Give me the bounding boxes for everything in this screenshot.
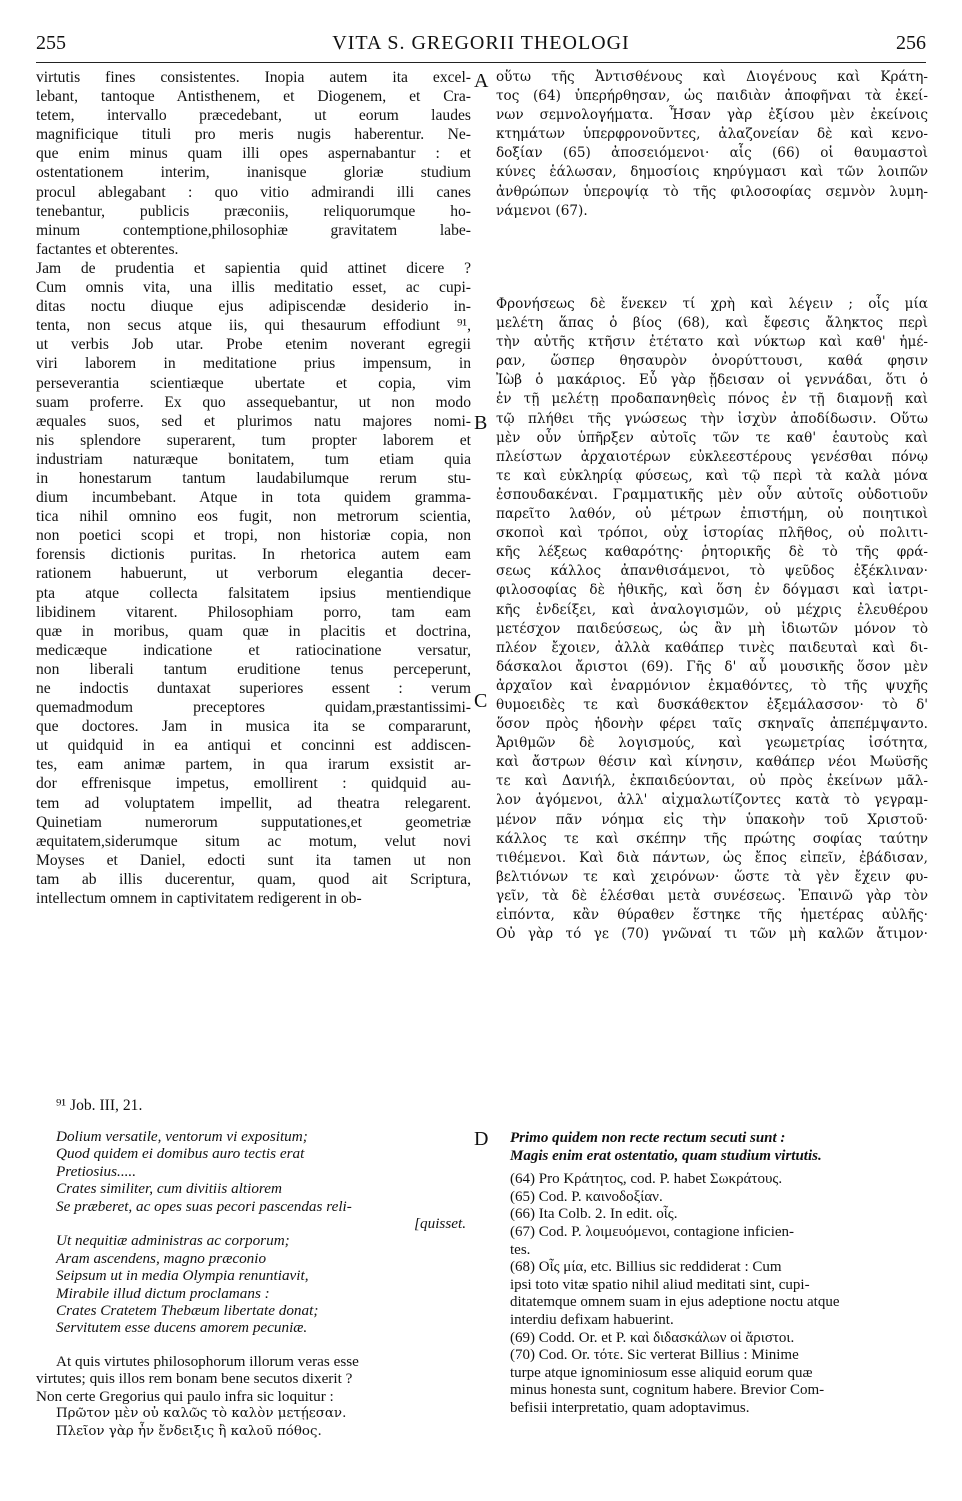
latin-line: pta atque collecta falsitatem ipsius mentiendique [36, 584, 471, 602]
greek-line: πλείστων ἀρχαιοτέρων εὐκλεεστέρους γενέσθαι πόνῳ [496, 448, 928, 465]
latin-line: minum contemptione,philosophiæ gravitatem labe- [36, 221, 471, 239]
greek-line: σκοποὶ καὶ τρόποι, οὐχ ἱστορίας πλῆθος, οὐ πολιτι- [496, 525, 928, 542]
greek-line: θυμοειδὲς τε καὶ δυσκάθεκτον ἐξεμάλασσον· τὸ δ' [496, 696, 928, 713]
verse-line: [quisset. [414, 1215, 466, 1233]
note-line: interdiu defixam habuerint. [510, 1311, 674, 1328]
footnote-91: ⁹¹ Job. III, 21. [56, 1097, 143, 1114]
latin-line: forensis dictionis puritas. In rhetorica autem eam [36, 546, 471, 564]
greek-line: ἐν τῇ μελέτῃ προδαπανηθεὶς πόνος ἐν τῇ διαμονῇ καὶ [496, 391, 928, 408]
greek-line: τε καὶ Δανιήλ, ἐκπαιδεύονται, οὐ πρὸς ἐκείνων μᾶλ- [496, 773, 928, 790]
greek-line: μελέτη ἅπας ὁ βίος (68), καὶ ἔφεσις ἄληκτος περὶ [496, 315, 928, 332]
greek-line: ἐσπουδακέναι. Γραμματικῆς μὲν οὖν αὐτοῖς οὐδοτιοῦν [496, 486, 928, 503]
latin-line: tenta, non secus atque iis, qui thesaurum effodiunt ⁹¹, [36, 317, 471, 335]
latin-line: medicæque indicatione et ratiocinatione versatur, [36, 641, 471, 659]
verse-line: Quod quidem ei domibus auro tectis erat [56, 1145, 305, 1163]
latin-line: ut quidquid in ea antiqui et concinni est addiscen- [36, 737, 471, 755]
greek-line: νάμενοι (67). [496, 202, 588, 219]
greek-line: εἰπόντα, κἂν θύραθεν ἕστηκε τῆς ἡμετέρας αὐλῆς· [496, 907, 928, 923]
verse-translation [56, 1128, 476, 1337]
note-line: (67) Cod. P. λοιμευόμενοι, contagione inficien- [510, 1223, 795, 1240]
latin-line: æquitatem,siderumque situm ac motum, velut novi [36, 832, 471, 850]
greek-line: κῆς λέξεως καθαρότης· ῥητορικῆς δὲ τὸ τῆς φρά- [496, 544, 928, 561]
page-header [36, 32, 926, 63]
section-marker-b: B [474, 412, 488, 434]
latin-line: virtutis fines consistentes. Inopia autem ita excel- [36, 69, 471, 86]
note-line: befisii interpretatio, quam adoptavimus. [510, 1399, 750, 1416]
latin-line: Moyses et Daniel, edocti sunt ita tamen ut non [36, 851, 471, 869]
latin-line: viri laborem in meditatione prius impensum, in [36, 355, 471, 373]
latin-line: magnificique tituli pro meris nugis haberentur. Ne- [36, 126, 471, 144]
greek-line: καὶ ἄστρων θέσιν καὶ κίνησιν, καθάπερ νέοι Μωϋσῆς [496, 754, 928, 771]
latin-line: intellectum omnem in captivitatem redigerent in ob- [36, 890, 362, 908]
latin-line: factantes et obterentes. [36, 240, 179, 258]
note-line: (70) Cod. Or. τότε. Sic verterat Billius : Minime [510, 1347, 799, 1364]
greek-line: δάσκαλοι ἄριστοι (69). Γῆς δ' αὖ μουσικῆς ὅσον μὲν [496, 658, 928, 675]
verse-line: Mirabile illud dictum proclamans : [56, 1284, 270, 1302]
tail-line: Non certe Gregorius qui paulo infra sic loquitur : [36, 1387, 334, 1405]
latin-line: tem ad voluptatem impellit, ad theatra relegarent. [36, 794, 471, 812]
note-line: ipsi toto vitæ spatio nihil aliud meditati sint, cupi- [510, 1276, 810, 1293]
latin-line: tam ab illis ducerentur, quam, quod ait Scriptura, [36, 870, 471, 888]
latin-line: perseverantia scientiæque ubertate et copia, vim [36, 374, 471, 392]
greek-line: τὴν αὐτῆς κτῆσιν ἐτέτατο καὶ νύκτωρ καὶ καθ' ἡμέ- [496, 334, 928, 351]
greek-line: δοξίαν (65) ἀποσειόμενοι· αἷς (66) οἱ θαυμαστοὶ [496, 145, 928, 162]
latin-line: dor effrenisque impetus, emollirent : quidquid au- [36, 775, 471, 793]
greek-line: κτημάτων ὑπερφρονοῦντες, ἀλαζονείαν δὲ καὶ κενο- [496, 126, 928, 143]
latin-line: tetem, intervallo præcedebant, ut eorum laudes [36, 107, 471, 125]
verse-line: Dolium versatile, ventorum vi expositum; [56, 1128, 308, 1145]
greek-line: μένον πᾶν νόημα εἰς τὴν ὑπακοὴν τοῦ Χριστοῦ· [496, 811, 928, 828]
greek-verse-line: Πλεῖον γὰρ ἦν ἔνδειξις ἢ καλοῦ πόθος. [56, 1423, 322, 1439]
greek-line: κῆς ἐνδείξει, καὶ ἀναλογισμῶν, οὐ μέχρις ἐλευθέρου [496, 601, 928, 618]
section-marker-c: C [474, 690, 488, 712]
greek-line: οὕτω τῆς Ἀντισθένους καὶ Διογένους καὶ Κράτη- [496, 69, 928, 85]
latin-line: rationem habuerunt, ut verborum elegantia decer- [36, 565, 471, 583]
greek-line: τος (64) ὑπερήρθησαν, ὡς παιδιὰν ἀποφῆναι τὰ ἐκεί- [496, 88, 928, 105]
verse-line: Servitutem esse ducens amorem pecuniæ. [56, 1319, 308, 1337]
greek-line: λον ἀγόμενοι, ἀλλ' αἰχμαλωτίζοντες κατὰ τὸ γεγραμ- [496, 792, 928, 809]
greek-line: σεως κάλλος ἀπανθισάμενοι, τὸ ψεῦδος ἐξέκλιναν· [496, 563, 928, 580]
verse-line: Crates similiter, cum divitiis altiorem [56, 1180, 282, 1198]
latin-line: ostentationem interim, inanisque gloriæ studium [36, 164, 471, 182]
latin-line: que doctores. Jam in musica ita se compararunt, [36, 718, 471, 736]
greek-line: Ἀριθμῶν δὲ λογισμούς, καὶ γεωμετρίας ἰσότητα, [496, 735, 928, 752]
latin-line: procul ablegabant : quo vitio admirandi illi canes [36, 183, 471, 201]
greek-line: παρεῖτο λαθόν, οὐ μέτρων ἐπιστήμη, οὐ ποιητικοὶ [496, 506, 928, 523]
latin-line: in honestarum tantum laudabilumque rerum stu- [36, 469, 471, 487]
greek-line: Φρονήσεως δὲ ἕνεκεν τί χρὴ καὶ λέγειν ; οἷς μία [496, 296, 928, 312]
note-line: (68) Οἷς μία, etc. Billius sic reddiderat : Cum [510, 1259, 782, 1276]
greek-line: γεῖν, τὰ δὲ ἑλέσθαι μετὰ συνέσεως. Ἐπαινῶ γὰρ τὸν [496, 887, 928, 904]
note-intro-line: Primo quidem non recte rectum secuti sunt : [510, 1130, 786, 1146]
note-line: (69) Codd. Or. et P. καὶ διδασκάλων οἱ ἄριστοι. [510, 1329, 795, 1346]
latin-line: ne indoctis duntaxat superiores essent : verum [36, 680, 471, 697]
section-marker-a: A [474, 70, 489, 92]
latin-line: nis splendore superarent, tum propter laborem et [36, 431, 471, 449]
running-title: VITA S. GREGORII THEOLOGI [332, 32, 630, 54]
page-number-right: 256 [896, 32, 926, 54]
latin-line: tes, eam animæ partem, in qua irarum exsistit ar- [36, 756, 471, 774]
note-intro-line: Magis enim erat ostentatio, quam studium virtutis. [510, 1147, 822, 1164]
latin-line: non poetici scopi et tropi, non historiæ copia, non [36, 527, 471, 545]
greek-line: ὅσον πρὸς ἡδονὴν φέρει ταῖς σκηναῖς ἀπεπέμψαντο. [496, 716, 928, 733]
section-marker-d: D [474, 1128, 489, 1150]
greek-line: ραν, ὥσπερ θησαυρὸν ὀνορύττουσι, καθά φησιν [496, 353, 928, 370]
verse-line: Crates Cratetem Thebæum libertate donat; [56, 1302, 319, 1320]
latin-line: dium incumbebant. Atque in tota quidem gramma- [36, 489, 471, 507]
note-line: (65) Cod. P. καινοδοξίαν. [510, 1188, 663, 1205]
verse-line: Se præberet, ac opes suas pecori pascendas reli- [56, 1197, 352, 1215]
note-line: (64) Pro Κράτητος, cod. P. habet Σωκράτους. [510, 1171, 783, 1188]
greek-line: τῷ πλήθει τῆς γνώσεως τὴν ἰσχὺν ἀποδίδωσιν. Οὕτω [496, 410, 928, 427]
verse-line: Pretiosius..... [56, 1162, 137, 1180]
greek-verse-line: Πρῶτον μὲν οὐ καλῶς τὸ καλὸν μετῄεσαν. [56, 1406, 347, 1422]
page-number-left: 255 [36, 32, 66, 54]
greek-line: ἀρχαῖον καὶ ἐναρμόνιον ἐκμαθόντες, τὸ τῆς ψυχῆς [496, 677, 928, 694]
greek-line: κάλλος τε καὶ σκέπην τῆς πρώτης σοφίας ταύτην [496, 830, 928, 847]
note-line: ditatemque omnem suam in ejus adeptione noctu atque [510, 1294, 840, 1311]
verse-line: Seipsum ut in media Olympia renuntiavit, [56, 1267, 309, 1285]
greek-column-a [496, 68, 928, 221]
note-line: minus honesta sunt, cognitum habere. Brevior Com- [510, 1382, 825, 1399]
latin-line: Jam de prudentia et sapientia quid attinet dicere ? [36, 259, 471, 277]
note-line: (66) Ita Colb. 2. In edit. οἷς. [510, 1206, 678, 1223]
greek-line: κύνες ἑάλωσαν, δημοσίοις κηρύγμασι καὶ τῶν λοιπῶν [496, 164, 928, 181]
latin-line: quæ in moribus, quam quæ in placitis et doctrina, [36, 622, 471, 640]
latin-column [36, 68, 471, 908]
greek-line: Οὐ γὰρ τό γε (70) γνῶναί τι τῶν μὴ καλῶν ἄτιμον· [496, 926, 928, 943]
greek-line: μετέσχον παιδεύσεως, ὡς ἂν μὴ ἰδιωτῶν μόνον τὸ [496, 620, 928, 637]
latin-line: quemadmodum preceptores quidam,præstantissimi- [36, 699, 471, 717]
greek-line: βελτιόνων τε καὶ χειρόνων· ὥστε τὰ γὲν ἔχειν φυ- [496, 868, 928, 885]
note-line: turpe atque ignominiosum esse aliquid eorum quæ [510, 1364, 813, 1381]
greek-line: πλέον ἔχοιεν, ἀλλὰ καθάπερ τινὲς παιδευταὶ καὶ δι- [496, 639, 928, 656]
greek-line: τε καὶ εὐκληρίᾳ φύσεως, καὶ τῷ περὶ τὰ καλὰ μόνα [496, 467, 928, 484]
latin-line: æquales suos, sed et plurimos natu majores nomi- [36, 412, 471, 430]
greek-line: μὲν οὖν ὑπῆρξεν αὐτοῖς τῶν τε καθ' ἑαυτοὺς καὶ [496, 429, 928, 446]
verse-line: Ut nequitiæ administras ac corporum; [56, 1232, 290, 1250]
tail-line: virtutes; quis illos rem bonam bene secutos dixerit ? [36, 1370, 353, 1388]
latin-line: Cum omnis vita, una illis meditatio esset, ac cupi- [36, 279, 471, 297]
latin-line: Quinetiam numerorum supputationes,et geometriæ [36, 813, 471, 831]
latin-line: lebant, tantoque Antisthenem, et Diogenem, et Cra- [36, 88, 471, 106]
latin-line: tica nihil omnino eos fugit, non metrorum scientia, [36, 508, 471, 526]
greek-line: ἀνθρώπων ὑπεροψίᾳ τὸ τῆς φιλοσοφίας σεμνὸν λυμη- [496, 183, 928, 200]
latin-line: libidinem vitarent. Philosophiam porro, tam eam [36, 603, 471, 621]
editorial-notes [510, 1130, 928, 1418]
tail-line: At quis virtutes philosophorum illorum veras esse [56, 1353, 359, 1370]
greek-line: νων σεμνολογήματα. Ἦσαν γὰρ ἐξίσου μὲν ἐκείνοις [496, 107, 928, 124]
latin-line: ut verbis Job utar. Probe etenim noverant egregii [36, 336, 471, 354]
latin-line: non liberali tantum eruditione tenus perceperunt, [36, 660, 471, 678]
latin-line: tenebantur, publicis præconiis, reliquorumque ho- [36, 202, 471, 220]
latin-line: que enim minus quam illi opes aspernabantur : et [36, 145, 471, 163]
latin-line: ditas noctu diuque ejus adipiscendæ desiderio in- [36, 298, 471, 316]
note-line: tes. [510, 1241, 531, 1258]
greek-line: φιλοσοφίας δὲ ἠθικῆς, καὶ ὅση ἐν δόγμασι καὶ ἰατρι- [496, 582, 928, 599]
greek-line: Ἰὼβ ὁ μακάριος. Εὖ γὰρ ᾔδεισαν οἱ γεννάδαι, ὅτι ὁ [496, 372, 928, 389]
latin-line: industriam naturæque bonitatem, tum etiam quia [36, 450, 471, 468]
latin-line: suam proferre. Ex quo assequebantur, ut non modo [36, 393, 471, 411]
greek-column-b [496, 295, 928, 944]
closing-paragraph [36, 1353, 476, 1440]
greek-line: τιθέμενοι. Καὶ διὰ πάντων, ὡς ἔπος εἰπεῖν, ἐβάδισαν, [496, 849, 928, 866]
verse-line: Aram ascendens, magno præconio [56, 1249, 267, 1267]
